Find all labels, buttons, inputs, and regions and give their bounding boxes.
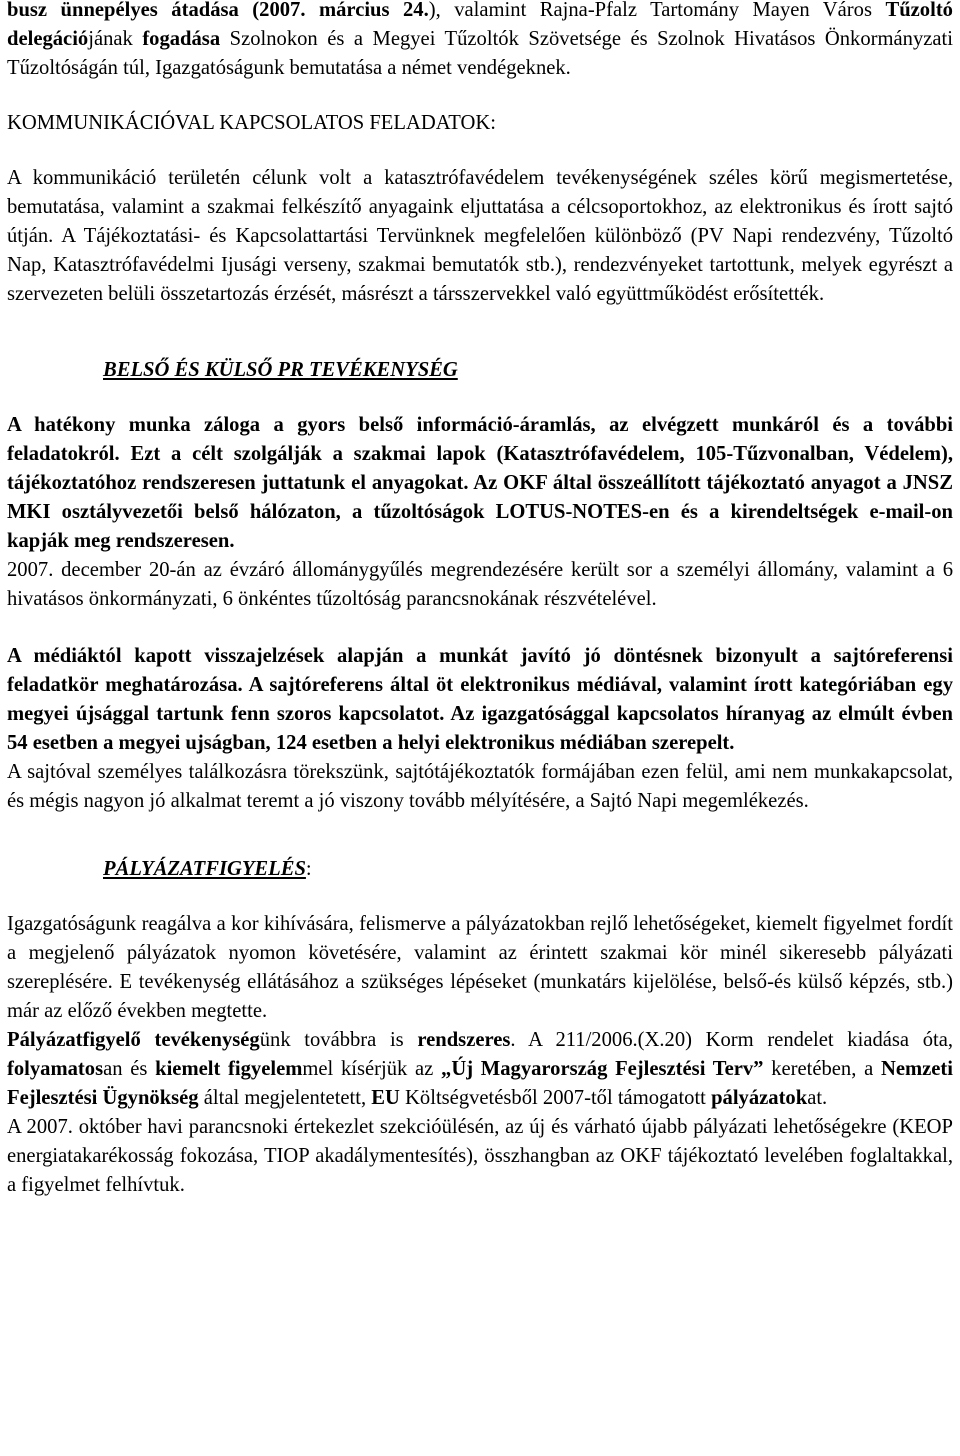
text-run-bold: „Új Magyarország Fejlesztési Terv” [441, 1058, 764, 1080]
heading-colon: : [305, 858, 312, 880]
text-run-bold: pályázatok [711, 1087, 808, 1109]
text-run: . A 211/2006.(X.20) Korm rendelet kiadása óta, [510, 1029, 954, 1051]
paragraph-media-feedback: A médiáktól kapott visszajelzések alapján a munkát javító jó döntésnek bizonyult a sajtóreferensi feladatkör meghatározása. A sajtóreferens által öt elektronikus médiával, valamint írott kategóriában egy megyei újsággal tartunk fenn szoros kapcsolatot. Az igazgatósággal kapcsolatos híranyag az elmúlt évben 54 esetben a megyei ujságban, 124 esetben a helyi elektronikus médiában szerepelt. [7, 645, 953, 754]
paragraph-tender-activity [7, 1026, 953, 1113]
text-run: által megjelentetett, [198, 1087, 372, 1109]
heading-tender-monitoring-text: PÁLYÁZATFIGYELÉS [103, 858, 306, 880]
heading-communication-tasks: KOMMUNIKÁCIÓVAL KAPCSOLATOS FELADATOK: [7, 112, 496, 134]
text-run-bold: átadása [171, 0, 239, 21]
text-run-bold: Pályázatfigyelő tevékenység [7, 1029, 260, 1051]
text-run: mel kísérjük az [302, 1058, 442, 1080]
text-run-bold: EU [371, 1087, 400, 1109]
text-run-bold: rendszeres [417, 1029, 511, 1051]
text-run: at. [807, 1087, 828, 1109]
paragraph-communication: A kommunikáció területén célunk volt a katasztrófavédelem tevékenységének széles körű megismertetése, bemutatása, valamint a szakmai felkészítő anyagaink eljuttatása a célcsoportokhoz, az elektronikus és írott sajtó útján. A Tájékoztatási- és Kapcsolattartási Tervünknek megfelelően különböző (PV Napi rendezvény, Tűzoltó Nap, Katasztrófavédelmi Ijusági verseny, szakmai bemutatók stb.), rendezvényeket tartottunk, melyek egyrészt a szervezeten belüli összetartozás érzését, másrészt a társszervekkel való együttműködést erősítették. [7, 167, 953, 305]
paragraph-intro-continuation [7, 0, 953, 83]
text-run: ), valamint Rajna-Pfalz Tartomány Mayen Város [428, 0, 886, 21]
paragraph-commander-meeting: A 2007. október havi parancsnoki értekezlet szekcióülésén, az új és várható újabb pályázati lehetőségekre (KEOP energiatakarékosság fokozása, TIOP akadálymentesítés), összhangban az OKF tájékoztató levelében foglaltakkal, a figyelmet felhívtuk. [7, 1116, 953, 1196]
text-run: Költségvetésből 2007-től támogatott [399, 1087, 712, 1109]
text-run-bold: kiemelt figyelem [155, 1058, 303, 1080]
text-run: keretében, a [763, 1058, 881, 1080]
text-run: (2007. március 24. [238, 0, 429, 21]
heading-tender-monitoring [103, 855, 953, 884]
text-run: busz ünnepélyes [7, 0, 172, 21]
heading-pr-activity: BELSŐ ÉS KÜLSŐ PR TEVÉKENYSÉG [103, 359, 458, 381]
text-run: Szolnokon és a Megyei Tűzoltók Szövetsége és Szolnok Hivatásos Önkormányzati Tűzoltóságán túl, Igazgatóságunk bemutatása a német vendégeknek. [7, 28, 953, 79]
paragraph-tender-intro: Igazgatóságunk reagálva a kor kihívására, felismerve a pályázatokban rejlő lehetőségeket, kiemelt figyelmet fordít a megjelenő pályázatok nyomon követésére, valamint az érintett szakmai kör minél sikeresebb pályázati szereplésére. E tevékenység ellátásához a szükséges lépéseket (munkatárs kijelölése, belső-és külső képzés, stb.) már az előző években megtette. [7, 913, 953, 1022]
text-run: ünk továbbra is [259, 1029, 418, 1051]
text-run: jának [88, 28, 143, 50]
text-run-bold: Nemzeti Fejlesztési Ügynökség [7, 1058, 953, 1109]
paragraph-internal-info: A hatékony munka záloga a gyors belső információ-áramlás, az elvégzett munkáról és a további feladatokról. Ezt a célt szolgálják a szakmai lapok (Katasztrófavédelem, 105-Tűzvonalban, Védelem), tájékoztatóhoz rendszeresen juttatunk el anyagokat. Az OKF által összeállított tájékoztató anyagot a JNSZ MKI osztályvezetői belső hálózaton, a tűzoltóságok LOTUS-NOTES-en és a kirendeltségek e-mail-on kapják meg rendszeresen. [7, 414, 953, 552]
text-run-bold: folyamatos [7, 1058, 104, 1080]
paragraph-year-end-meeting: 2007. december 20-án az évzáró állománygyűlés megrendezésére került sor a személyi állomány, valamint a 6 hivatásos önkormányzati, 6 önkéntes tűzoltóság parancsnokának részvételével. [7, 559, 953, 610]
text-run-bold: fogadása [142, 28, 221, 50]
text-run: an és [103, 1058, 156, 1080]
paragraph-press-meetings: A sajtóval személyes találkozásra törekszünk, sajtótájékoztatók formájában ezen felül, ami nem munkakapcsolat, és mégis nagyon jó alkalmat teremt a jó viszony tovább mélyítésére, a Sajtó Napi megemlékezés. [7, 761, 953, 812]
text-run-bold: Tűzoltó delegáció [7, 0, 953, 50]
